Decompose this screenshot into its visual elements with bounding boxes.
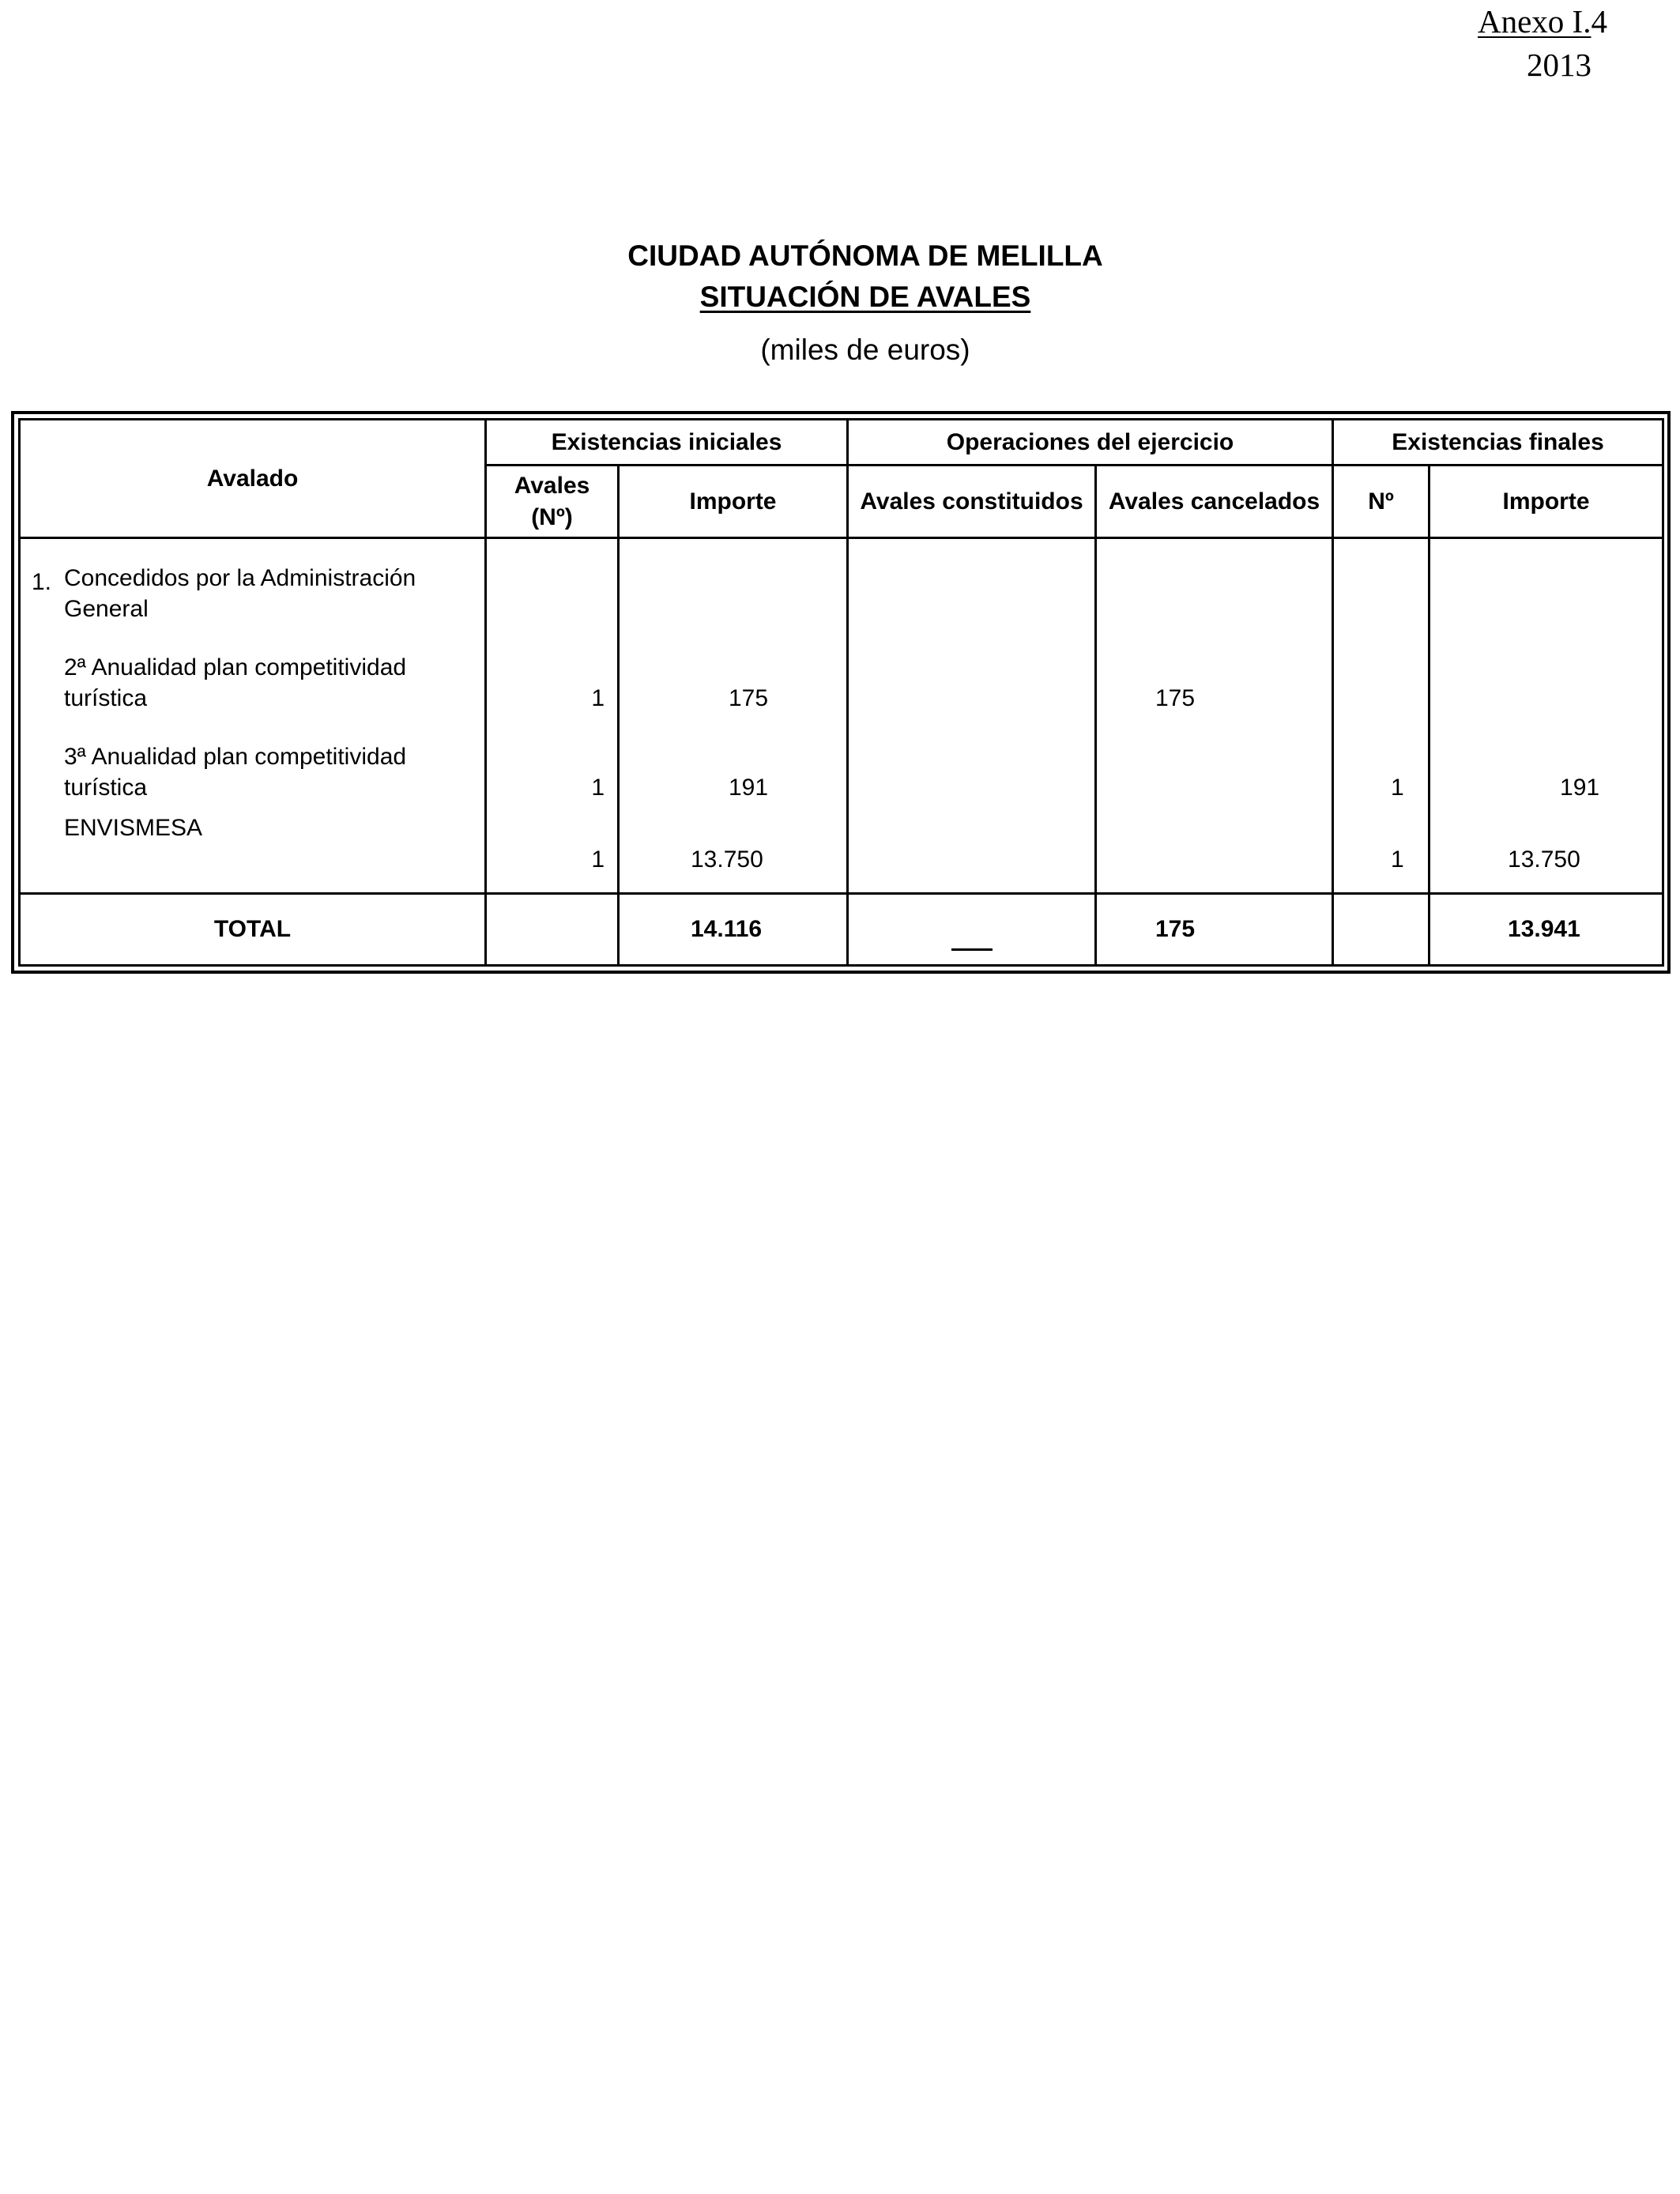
avalado-cell (20, 538, 486, 894)
row-n-final: 1 (1391, 846, 1404, 873)
annex-year: 2013 (1527, 47, 1591, 84)
guarantees-table (18, 418, 1664, 967)
importe-inicial-cell (619, 538, 848, 894)
list-item (21, 652, 484, 714)
list-item (21, 741, 484, 803)
row-cancelados: 175 (1155, 685, 1196, 711)
total-avales-n (486, 894, 619, 966)
row-avales-n: 1 (591, 775, 605, 801)
section-label-line1: Concedidos por la Administración (64, 565, 416, 591)
header-avales-constituidos: Avales constituidos (848, 466, 1096, 538)
n-final-cell (1333, 538, 1430, 894)
header-avales-n-line1: Avales (514, 472, 590, 499)
row-importe-final: 13.750 (1508, 846, 1580, 873)
document-title (0, 236, 1680, 318)
importe-final-cell (1430, 538, 1663, 894)
header-existencias-finales: Existencias finales (1333, 420, 1663, 466)
title-sub: SITUACIÓN DE AVALES (699, 281, 1031, 313)
header-n-final: Nº (1333, 466, 1430, 538)
avales-constituidos-cell (848, 538, 1096, 894)
row-avales-n: 1 (591, 685, 605, 711)
row-label-line2: turística (64, 775, 148, 801)
section-number: 1. (32, 569, 52, 595)
total-cancelados: 175 (1096, 894, 1333, 966)
header-avales-cancelados: Avales cancelados (1096, 466, 1333, 538)
header-avales-n-line2: (Nº) (531, 503, 573, 530)
row-importe-inicial: 191 (729, 775, 769, 801)
units-note: (miles de euros) (760, 334, 970, 366)
row-importe-inicial: 175 (729, 685, 769, 711)
header-importe-final: Importe (1430, 466, 1663, 538)
header-avalado: Avalado (20, 420, 486, 538)
row-importe-final: 191 (1560, 775, 1600, 801)
total-constituidos-dash (951, 948, 993, 951)
avales-n-cell (486, 538, 619, 894)
section-label-line2: General (64, 596, 149, 622)
header-avales-n (486, 466, 619, 538)
header-importe-inicial: Importe (619, 466, 848, 538)
row-avales-n: 1 (591, 846, 605, 873)
row-importe-inicial: 13.750 (691, 846, 763, 873)
row-label-line2: turística (64, 685, 148, 711)
avales-cancelados-cell (1096, 538, 1333, 894)
table-body-row (20, 538, 1663, 894)
section-heading (21, 563, 484, 624)
row-label-line1: ENVISMESA (64, 815, 203, 841)
row-n-final: 1 (1391, 775, 1404, 801)
total-importe-inicial: 14.116 (619, 894, 848, 966)
title-main: CIUDAD AUTÓNOMA DE MELILLA (627, 239, 1103, 272)
total-constituidos (848, 894, 1096, 966)
row-label-line1: 3ª Anualidad plan competitividad (64, 744, 407, 770)
guarantees-table-frame (11, 411, 1671, 974)
list-item (21, 812, 484, 843)
total-row (20, 894, 1663, 966)
total-n-final (1333, 894, 1430, 966)
annex-label (1478, 0, 1667, 88)
annex-number: Anexo I.4 (1478, 3, 1607, 40)
header-existencias-iniciales: Existencias iniciales (486, 420, 848, 466)
header-operaciones: Operaciones del ejercicio (848, 420, 1333, 466)
row-label-line1: 2ª Anualidad plan competitividad (64, 654, 407, 680)
total-importe-final: 13.941 (1430, 894, 1663, 966)
total-label: TOTAL (20, 894, 486, 966)
